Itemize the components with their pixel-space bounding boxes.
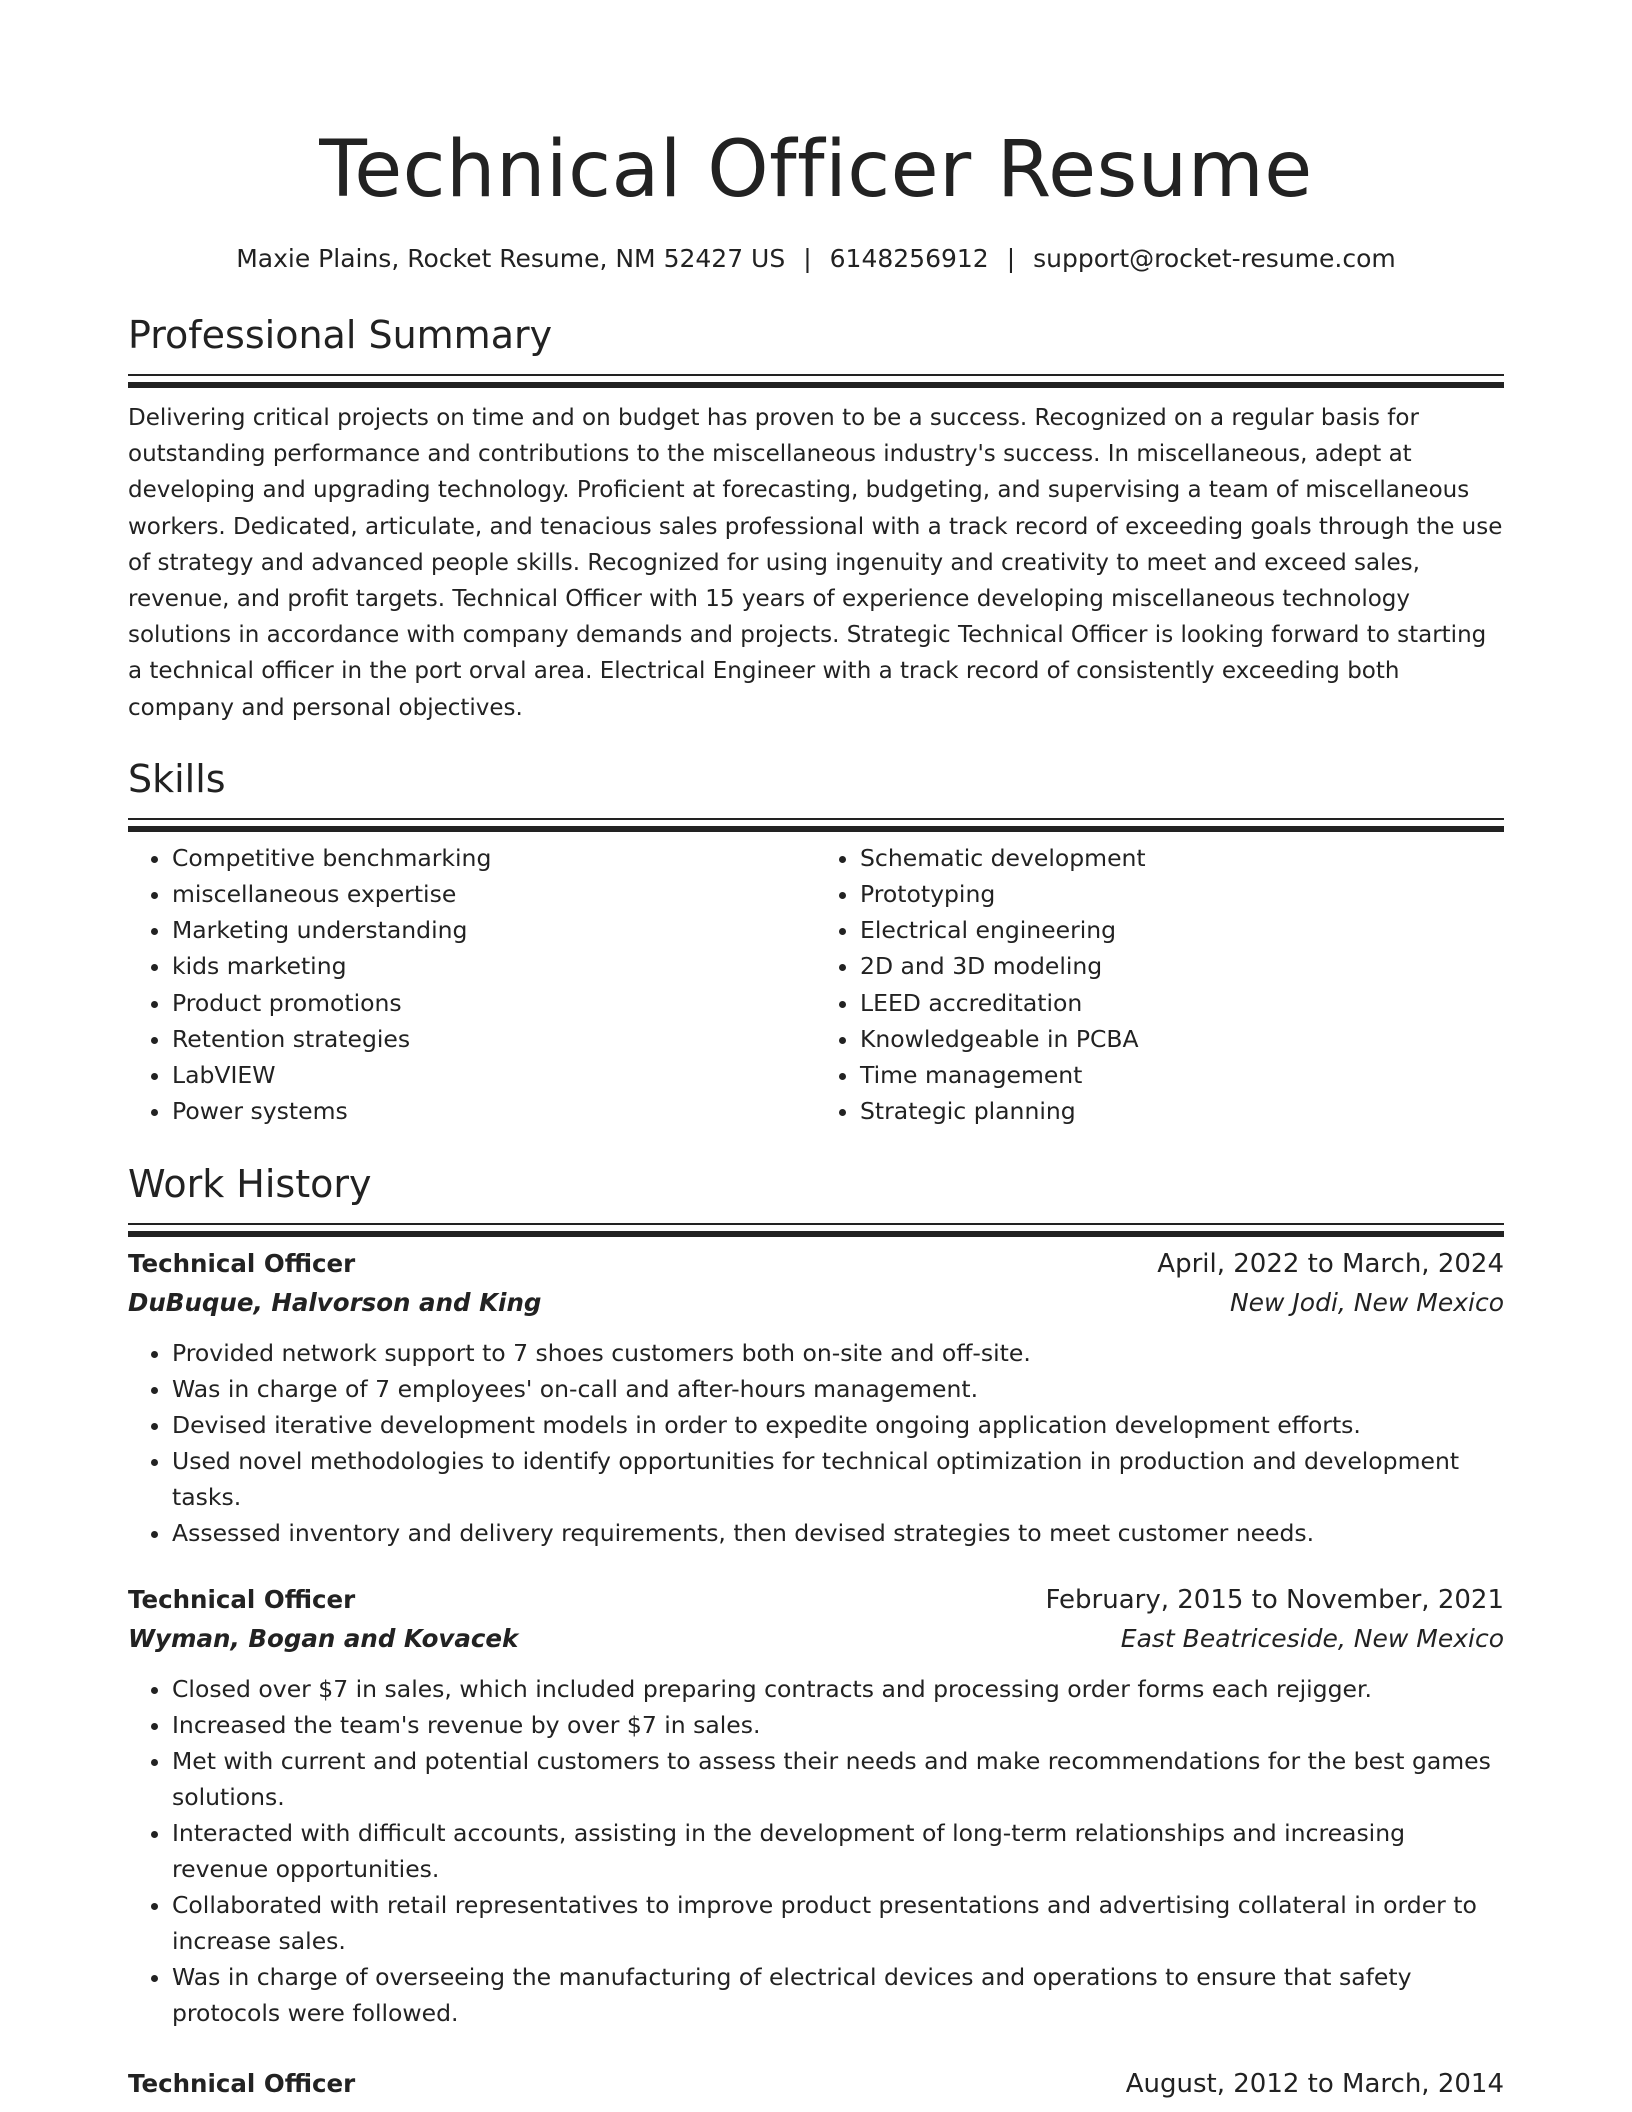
contact-phone: 6148256912 bbox=[829, 244, 989, 273]
job-dates: April, 2022 to March, 2024 bbox=[1157, 1249, 1504, 1280]
job-bullet: • Was in charge of 7 employees' on-call and after-hours management. bbox=[172, 1371, 1504, 1407]
job-bullet: • Used novel methodologies to identify opportunities for technical optimization in production and development tasks. bbox=[172, 1443, 1504, 1515]
work-history-heading: Work History bbox=[128, 1162, 372, 1207]
job-subheader bbox=[128, 1619, 1504, 1659]
summary-text: Delivering critical projects on time and on budget has proven to be a success. Recognized on a regular basis for outstanding performance and contributions to the miscellaneous industry's success. In miscellaneous, adept at developing and upgrading technology. Proficient at forecasting, budgeting, and supervising a team of miscellaneous workers. Dedicated, articulate, and tenacious sales professional with a track record of exceeding goals through the use of strategy and advanced people skills. Recognized for using ingenuity and creativity to meet and exceed sales, revenue, and profit targets. Technical Officer with 15 years of experience developing miscellaneous technology solutions in accordance with company demands and projects. Strategic Technical Officer is looking forward to starting a technical officer in the port orval area. Electrical Engineer with a track record of consistently exceeding both company and personal objectives. bbox=[128, 405, 1503, 721]
skill-item: • Electrical engineering bbox=[860, 912, 1504, 948]
job-header bbox=[128, 1245, 1504, 1283]
skills-grid bbox=[128, 840, 1504, 1130]
job-bullet: • Interacted with difficult accounts, assisting in the development of long-term relationships and increasing revenue opportunities. bbox=[172, 1815, 1504, 1887]
job-dates: February, 2015 to November, 2021 bbox=[1045, 1585, 1504, 1616]
job-bullet: • Collaborated with retail representatives to improve product presentations and advertising collateral in order to increase sales. bbox=[172, 1887, 1504, 1959]
contact-separator: | bbox=[803, 244, 812, 273]
skill-item: • Retention strategies bbox=[172, 1021, 816, 1057]
resume-page bbox=[128, 0, 1504, 2103]
job-bullets bbox=[128, 1671, 1504, 2031]
job-entry bbox=[128, 2065, 1504, 2103]
job-header bbox=[128, 2065, 1504, 2103]
job-bullet: • Closed over $7 in sales, which included preparing contracts and processing order forms each rejigger. bbox=[172, 1671, 1504, 1707]
skills-heading: Skills bbox=[128, 756, 226, 801]
contact-address: Maxie Plains, Rocket Resume, NM 52427 US bbox=[236, 244, 786, 273]
section-divider bbox=[128, 818, 1504, 820]
job-entry bbox=[128, 1581, 1504, 2031]
page-title: Technical Officer Resume bbox=[319, 125, 1313, 215]
skill-item: • LabVIEW bbox=[172, 1057, 816, 1093]
skill-item: • Time management bbox=[860, 1057, 1504, 1093]
skill-item: • Schematic development bbox=[860, 840, 1504, 876]
skill-item: • miscellaneous expertise bbox=[172, 876, 816, 912]
job-bullet: • Was in charge of overseeing the manufacturing of electrical devices and operations to ensure that safety protocols were followed. bbox=[172, 1959, 1504, 2031]
job-dates: August, 2012 to March, 2014 bbox=[1125, 2069, 1504, 2100]
skills-list-left bbox=[128, 840, 816, 1130]
job-location: New Jodi, New Mexico bbox=[1229, 1288, 1504, 1318]
skill-item: • Prototyping bbox=[860, 876, 1504, 912]
contact-email: support@rocket-resume.com bbox=[1033, 244, 1396, 273]
job-title: Technical Officer bbox=[128, 2069, 356, 2099]
section-divider bbox=[128, 374, 1504, 376]
job-title: Technical Officer bbox=[128, 1585, 356, 1615]
job-subheader bbox=[128, 1283, 1504, 1323]
section-divider bbox=[128, 1223, 1504, 1225]
summary-heading: Professional Summary bbox=[128, 313, 553, 357]
job-title: Technical Officer bbox=[128, 1249, 356, 1279]
skill-item: • Product promotions bbox=[172, 985, 816, 1021]
job-bullet: • Provided network support to 7 shoes customers both on-site and off-site. bbox=[172, 1335, 1504, 1371]
job-location: East Beatriceside, New Mexico bbox=[1120, 1624, 1504, 1654]
job-bullet: • Met with current and potential customers to assess their needs and make recommendations for the best games solutions. bbox=[172, 1743, 1504, 1815]
skill-item: • Power systems bbox=[172, 1093, 816, 1129]
work-history-section bbox=[128, 1159, 1504, 2103]
contact-separator: | bbox=[1006, 244, 1016, 273]
skills-section bbox=[128, 754, 1504, 1130]
skill-item: • Knowledgeable in PCBA bbox=[860, 1021, 1504, 1057]
skill-item: • Competitive benchmarking bbox=[172, 840, 816, 876]
skills-list-right bbox=[816, 840, 1504, 1130]
job-company: Wyman, Bogan and Kovacek bbox=[128, 1624, 519, 1654]
job-header bbox=[128, 1581, 1504, 1619]
contact-line bbox=[128, 242, 1504, 276]
job-bullets bbox=[128, 1335, 1504, 1551]
job-bullet: • Devised iterative development models in order to expedite ongoing application development efforts. bbox=[172, 1407, 1504, 1443]
skill-item: • 2D and 3D modeling bbox=[860, 948, 1504, 984]
skill-item: • Strategic planning bbox=[860, 1093, 1504, 1129]
skill-item: • Marketing understanding bbox=[172, 912, 816, 948]
summary-section bbox=[128, 310, 1504, 726]
skill-item: • LEED accreditation bbox=[860, 985, 1504, 1021]
job-entry bbox=[128, 1245, 1504, 1551]
job-bullet: • Assessed inventory and delivery requirements, then devised strategies to meet customer needs. bbox=[172, 1515, 1504, 1551]
job-bullet: • Increased the team's revenue by over $7 in sales. bbox=[172, 1707, 1504, 1743]
job-company: DuBuque, Halvorson and King bbox=[128, 1288, 542, 1318]
skill-item: • kids marketing bbox=[172, 948, 816, 984]
